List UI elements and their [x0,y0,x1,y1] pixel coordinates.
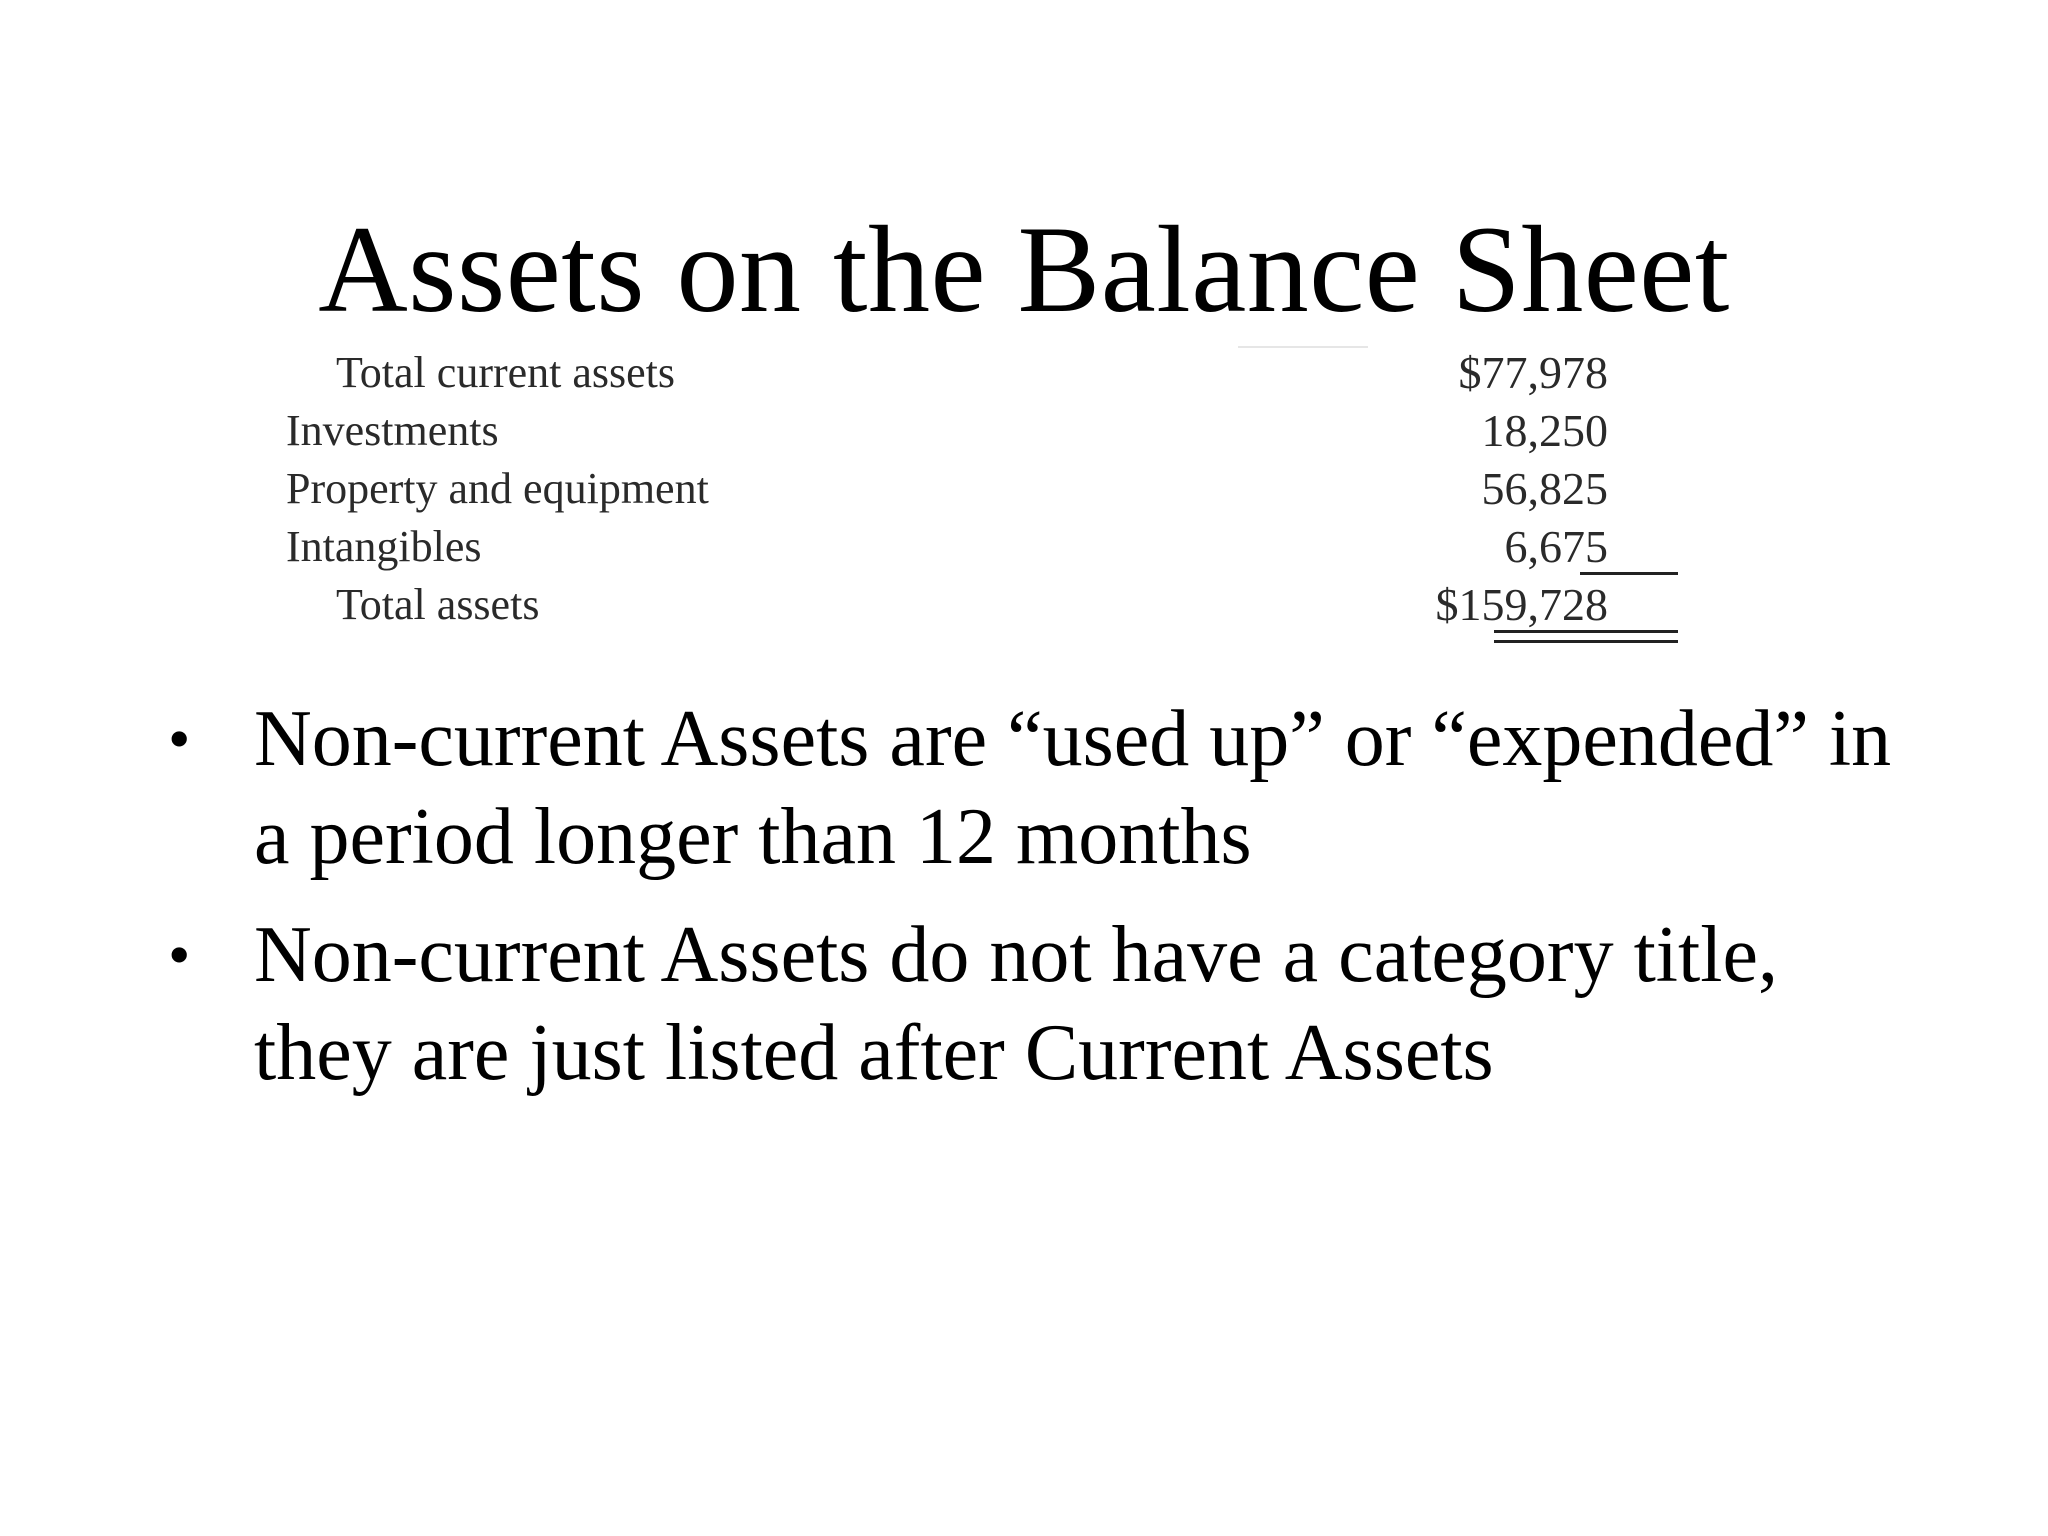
bullet-text: Non-current Assets do not have a category title, they are just listed after Current Assets [254,911,1778,1097]
balance-row-total-current-assets [286,344,1686,402]
bullet-text: Non-current Assets are “used up” or “expended” in a period longer than 12 months [254,695,1892,881]
balance-row-value: 56,825 [1481,463,1608,514]
balance-row-label: Intangibles [286,522,482,571]
balance-row-label: Property and equipment [286,464,709,513]
balance-row-value: 6,675 [1504,521,1608,572]
balance-sheet-excerpt [286,344,1686,654]
balance-row-value: $159,728 [1435,579,1608,630]
balance-row-value: $77,978 [1458,347,1608,398]
balance-row-property-equipment [286,460,1686,518]
faint-scan-mark [1238,346,1368,348]
bullet-item [168,690,1928,886]
bullet-dot-icon: • [168,919,191,990]
bullet-dot-icon: • [168,703,191,774]
total-double-rule-bottom [1494,640,1678,643]
balance-row-intangibles [286,518,1686,576]
balance-row-investments [286,402,1686,460]
bullet-item [168,906,1928,1102]
balance-row-label: Total current assets [336,348,676,397]
bullet-list [168,690,1928,1122]
slide-title: Assets on the Balance Sheet [318,201,1730,338]
balance-row-label: Total assets [336,580,540,629]
balance-row-total-assets [286,576,1686,634]
balance-row-label: Investments [286,406,499,455]
total-double-rule-top [1494,630,1678,633]
balance-row-value: 18,250 [1481,405,1608,456]
subtotal-rule [1580,572,1678,575]
